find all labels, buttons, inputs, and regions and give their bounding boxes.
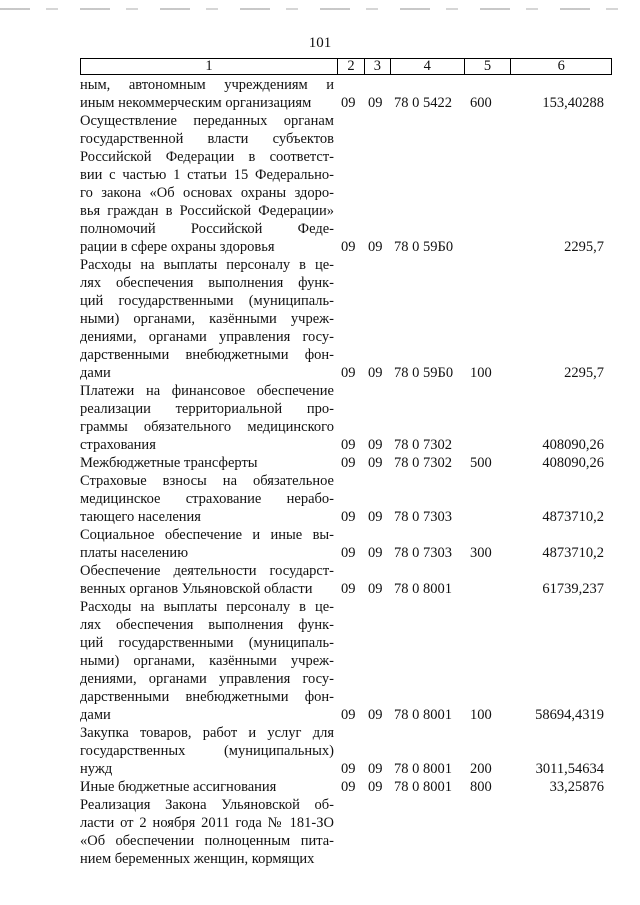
row-description — [80, 256, 334, 382]
row-description — [80, 562, 334, 598]
description-line: государственных (муниципальных) — [80, 743, 334, 759]
cell-col-2: 09 — [341, 509, 356, 525]
description-line: го закона «Об основах охраны здоро- — [80, 185, 334, 201]
page-number: 101 — [308, 35, 332, 51]
cell-col-2: 09 — [341, 239, 356, 255]
description-line: дарственными внебюджетными фон- — [80, 689, 334, 705]
cell-col-2: 09 — [341, 437, 356, 453]
cell-col-4: 78 0 8001 — [394, 581, 452, 597]
row-description — [80, 724, 334, 778]
cell-col-4: 78 0 7302 — [394, 455, 452, 471]
cell-col-5: 500 — [470, 455, 492, 471]
cell-col-3: 09 — [368, 509, 383, 525]
table-row — [0, 472, 640, 526]
description-line: Социальное обеспечение и иные вы- — [80, 527, 334, 543]
cell-col-5: 600 — [470, 95, 492, 111]
cell-col-6: 2295,7 — [564, 365, 604, 381]
cell-col-2: 09 — [341, 365, 356, 381]
cell-col-5: 200 — [470, 761, 492, 777]
cell-col-5: 300 — [470, 545, 492, 561]
description-line: «Об обеспечении полноценным пита- — [80, 833, 334, 849]
cell-col-5: 100 — [470, 365, 492, 381]
cell-col-3: 09 — [368, 95, 383, 111]
description-line: вья граждан в Российской Федерации» — [80, 203, 334, 219]
cell-col-2: 09 — [341, 545, 356, 561]
description-line: дами — [80, 707, 111, 723]
cell-col-6: 3011,54634 — [535, 761, 604, 777]
description-line: дами — [80, 365, 111, 381]
cell-col-3: 09 — [368, 545, 383, 561]
description-line: дениями, органами управления госу- — [80, 671, 334, 687]
cell-col-4: 78 0 7302 — [394, 437, 452, 453]
table-row — [0, 256, 640, 382]
description-line: ций государственными (муниципаль- — [80, 635, 334, 651]
row-description — [80, 796, 334, 868]
cell-col-4: 78 0 7303 — [394, 545, 452, 561]
header-col-1: 1 — [81, 59, 338, 74]
header-col-2: 2 — [338, 59, 365, 74]
cell-col-5: 800 — [470, 779, 492, 795]
cell-col-3: 09 — [368, 761, 383, 777]
cell-col-6: 61739,237 — [542, 581, 604, 597]
cell-col-6: 4873710,2 — [542, 545, 604, 561]
row-description — [80, 76, 334, 112]
table-row — [0, 526, 640, 562]
description-line: тающего населения — [80, 509, 201, 525]
description-line: вии с частью 1 статьи 15 Федерально- — [80, 167, 334, 183]
header-col-6: 6 — [557, 58, 565, 74]
description-line: лях обеспечения выполнения функ- — [80, 617, 334, 633]
cell-col-3: 09 — [368, 779, 383, 795]
description-line: ными) органами, казёнными учреж- — [80, 653, 334, 669]
description-line: реализации территориальной про- — [80, 401, 334, 417]
description-line: Закупка товаров, работ и услуг для — [80, 725, 334, 741]
header-col-5: 5 — [465, 59, 512, 74]
cell-col-4: 78 0 59Б0 — [394, 365, 454, 381]
description-line: Расходы на выплаты персоналу в це- — [80, 257, 334, 273]
cell-col-2: 09 — [341, 761, 356, 777]
cell-col-4: 78 0 8001 — [394, 761, 452, 777]
description-line: нием беременных женщин, кормящих — [80, 851, 315, 867]
description-line: Обеспечение деятельности государст- — [80, 563, 334, 579]
description-line: иным некоммерческим организациям — [80, 95, 312, 111]
description-line: ций государственными (муниципаль- — [80, 293, 334, 309]
description-line: Российской Федерации в соответст- — [80, 149, 334, 165]
description-line: Расходы на выплаты персоналу в це- — [80, 599, 334, 615]
cell-col-6: 408090,26 — [542, 455, 604, 471]
cell-col-6: 2295,7 — [564, 239, 604, 255]
description-line: Межбюджетные трансферты — [80, 455, 258, 471]
table-row — [0, 112, 640, 256]
row-description — [80, 472, 334, 526]
cell-col-3: 09 — [368, 455, 383, 471]
description-line: ным, автономным учреждениям и — [80, 77, 334, 93]
row-description — [80, 526, 334, 562]
cell-col-4: 78 0 7303 — [394, 509, 452, 525]
cell-col-4: 78 0 8001 — [394, 707, 452, 723]
table-row — [0, 76, 640, 112]
description-line: платы населению — [80, 545, 189, 561]
table-header — [80, 58, 612, 75]
row-description — [80, 112, 334, 256]
description-line: медицинское страхование нерабо- — [80, 491, 334, 507]
cell-col-5: 100 — [470, 707, 492, 723]
cell-col-6: 408090,26 — [542, 437, 604, 453]
cell-col-4: 78 0 5422 — [394, 95, 452, 111]
row-description — [80, 382, 334, 454]
cell-col-3: 09 — [368, 581, 383, 597]
cell-col-6: 33,25876 — [549, 779, 604, 795]
description-line: дарственными внебюджетными фон- — [80, 347, 334, 363]
cell-col-2: 09 — [341, 779, 356, 795]
description-line: Иные бюджетные ассигнования — [80, 779, 277, 795]
row-description — [80, 778, 334, 796]
description-line: Осуществление переданных органам — [80, 113, 334, 129]
cell-col-6: 153,40288 — [542, 95, 604, 111]
cell-col-2: 09 — [341, 95, 356, 111]
table-row — [0, 382, 640, 454]
description-line: полномочий Российской Феде- — [80, 221, 334, 237]
cell-col-3: 09 — [368, 437, 383, 453]
description-line: Реализация Закона Ульяновской об- — [80, 797, 334, 813]
cell-col-2: 09 — [341, 707, 356, 723]
table-row — [0, 598, 640, 724]
cell-col-4: 78 0 59Б0 — [394, 239, 454, 255]
table-row — [0, 796, 640, 868]
cell-col-4: 78 0 8001 — [394, 779, 452, 795]
scan-artifact — [0, 8, 640, 10]
header-col-3: 3 — [365, 59, 391, 74]
cell-col-2: 09 — [341, 455, 356, 471]
description-line: Страховые взносы на обязательное — [80, 473, 334, 489]
cell-col-3: 09 — [368, 365, 383, 381]
description-line: государственной власти субъектов — [80, 131, 334, 147]
row-description — [80, 454, 334, 472]
cell-col-3: 09 — [368, 239, 383, 255]
description-line: Платежи на финансовое обеспечение — [80, 383, 334, 399]
cell-col-6: 58694,4319 — [535, 707, 604, 723]
description-line: ными) органами, казёнными учреж- — [80, 311, 334, 327]
description-line: страхования — [80, 437, 156, 453]
description-line: нужд — [80, 761, 113, 777]
description-line: рации в сфере охраны здоровья — [80, 239, 275, 255]
cell-col-2: 09 — [341, 581, 356, 597]
description-line: лях обеспечения выполнения функ- — [80, 275, 334, 291]
table-row — [0, 778, 640, 796]
row-description — [80, 598, 334, 724]
table-row — [0, 724, 640, 778]
header-col-4: 4 — [391, 59, 465, 74]
cell-col-3: 09 — [368, 707, 383, 723]
table-row — [0, 454, 640, 472]
cell-col-6: 4873710,2 — [542, 509, 604, 525]
description-line: дениями, органами управления госу- — [80, 329, 334, 345]
table-row — [0, 562, 640, 598]
description-line: ласти от 2 ноября 2011 года № 181-ЗО — [80, 815, 334, 831]
description-line: венных органов Ульяновской области — [80, 581, 313, 597]
description-line: граммы обязательного медицинского — [80, 419, 334, 435]
